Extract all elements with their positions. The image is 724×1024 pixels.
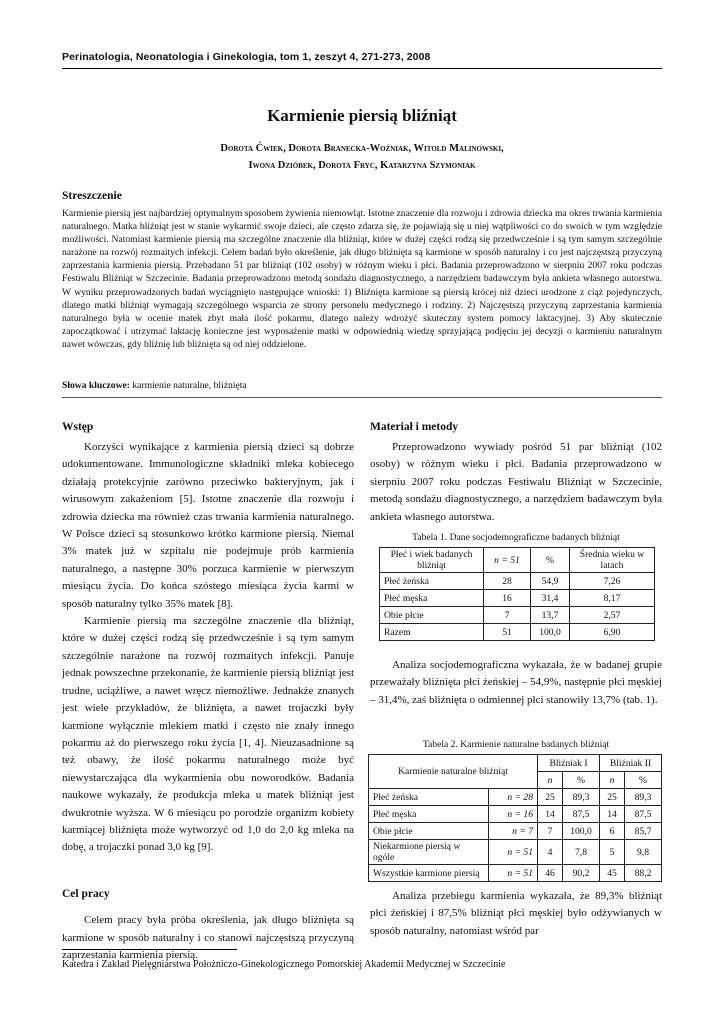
- authors-line-2: Iwona Dzióbek, Dorota Fryc, Katarzyna Szymoniak: [248, 160, 476, 171]
- header-rule: [62, 68, 662, 69]
- abstract-text: Karmienie piersią jest najbardziej optymalnym sposobem żywienia niemowląt. Istotne znaczenie dla rozwoju i zdrowia dziecka ma okres trwania karmienia naturalnego. Matka bliźniąt jest w stanie wykarmić swoje dzieci, ale często zdarza się, że pojawiają się u niej wątpliwości co do swoich w tym względzie możliwości. Natomiast karmienie piersią ma szczególne znaczenie dla bliźniąt, które w dużej części rodzą się przedwcześnie i są tym samym szczególnie narażone na rozwój rozmaitych infekcji. Celem badań było określenie, jak długo bliźnięta są karmione w sposób naturalny i co jest najczęstszą przyczyną zaprzestania karmienia piersią. Przebadano 51 par bliźniąt (102 osoby) w różnym wieku i płci. Badania przeprowadzono w sierpniu 2007 roku podczas Festiwalu Bliźniąt w Szczecinie. Badania przeprowadzono metodą sondażu diagnostycznego, a narzędziem badawczym była ankieta własnego autorstwa. W wyniku przeprowadzonych badań wyciągnięto następujące wnioski: 1) Bliźnięta karmione są piersią krócej niż dzieci urodzone z ciąż pojedynczych, dlatego matki bliźniąt wymagają szczególnego wsparcia ze strony personelu medycznego i rodziny. 2) Najczęstszą przyczyną zaprzestania karmienia naturalnego była w ocenie matek zbyt mała ilość pokarmu, dlatego należy wdrożyć skuteczny system pomocy laktacyjnej. 3) Aby skutecznie zapoczątkować i utrzymać laktację konieczne jest wyposażenie matki w odpowiednią wiedzę sprzyjającą podjęciu jej decyzji o karmieniu naturalnym nawet wówczas, gdy bliźnię lub bliźnięta są od niej oddzielone.: [62, 208, 662, 350]
- table1-header-cell: %: [531, 548, 570, 573]
- aim-paragraph: Celem pracy była próba określenia, jak długo bliźnięta są karmione w sposób naturalny i co stanowi najczęstszą przyczyną zaprzestania karmienia piersią.: [62, 914, 354, 962]
- table-row: Płeć żeńska n = 28 25 89,3 25 89,3: [369, 789, 662, 806]
- table1-header-cell: n = 51: [484, 548, 531, 573]
- keywords-value: karmienie naturalne, bliźnięta: [132, 380, 247, 391]
- aim-section: [62, 886, 354, 965]
- table2-header-group-1: Bliźniak I: [538, 755, 600, 772]
- table-row: Razem 51 100,0 6,90: [380, 624, 655, 641]
- intro-section: [62, 439, 354, 857]
- intro-heading: Wstęp: [62, 421, 94, 433]
- author-list: [0, 140, 724, 174]
- table2-header-main: Karmienie naturalne bliźniąt: [369, 755, 538, 789]
- abstract-heading: Streszczenie: [62, 190, 122, 202]
- table-row: Płeć żeńska 28 54,9 7,26: [380, 573, 655, 590]
- intro-paragraph-2: Karmienie piersią ma szczególne znaczenie dla bliźniąt, które w dużej części rodzą się przedwcześnie i są tym samym szczególnie narażone na rozwój rozmaitych infekcji. Panuje jednak powszechne przekonanie, że karmienie piersią bliźniąt jest trudne, uciążliwe, a nawet wręcz niemożliwe. Jednakże znanych jest wiele przykładów, że bliźnięta, a nawet trojaczki były karmione wyłącznie mlekiem matki i często nie znały innego pokarmu aż do pierwszego roku życia [1, 4]. Nieuzasadnione są też obawy, że ilość pokarmu naturalnego może być niewystarczająca dla wykarmienia obu noworodków. Badania naukowe wykazały, że produkcja mleka u matek bliźniąt jest dwukrotnie wyższa. W 6 miesiącu po porodzie organizm kobiety karmiącej bliźnięta może wytworzyć od 1,0 do 2,0 kg mleka na dobę, a trojaczki ponad 3,0 kg [9].: [62, 615, 354, 854]
- keywords: [62, 380, 662, 391]
- methods-paragraph-1-wrap: [370, 439, 662, 526]
- table-row: Obie płcie 7 13,7 2,57: [380, 607, 655, 624]
- table1-header-cell: Średnia wieku w latach: [570, 548, 655, 573]
- aim-heading: Cel pracy: [62, 888, 110, 900]
- methods-heading: Materiał i metody: [370, 421, 459, 433]
- table-row: Płeć męska n = 16 14 87,5 14 87,5: [369, 806, 662, 823]
- keywords-label: Słowa kluczowe:: [62, 380, 130, 391]
- intro-paragraph-1: Korzyści wynikające z karmienia piersią dzieci są dobrze udokumentowane. Immunologiczne składniki mleka kobiecego działają protekcyjnie zarówno przeciwko bakteryjnym, jak i wirusowym zakażeniom [5]. Istotne znaczenie dla rozwoju i zdrowia dziecka ma również czas trwania karmienia naturalnego. W Polsce dzieci są stosunkowo krótko karmione piersią. Niemal 3% matek już w szpitalu nie podejmuje prób karmienia naturalnego, a następne 30% porzuca karmienie w pierwszym miesiącu życia. Do końca szóstego miesiąca życia karmi w sposób naturalny tylko 35% matek [8].: [62, 441, 354, 610]
- methods-paragraph-3: Analiza przebiegu karmienia wykazała, że 89,3% bliźniąt płci żeńskiej i 87,5% bliźniąt płci męskiej było odżywianych w sposób naturalny, natomiast wśród par: [370, 890, 662, 937]
- table-row: Wszystkie karmione piersią n = 51 46 90,2 45 88,2: [369, 865, 662, 882]
- table-row: Niekarmione piersią w ogóle n = 51 4 7,8 5 9,8: [369, 840, 662, 865]
- table1-header-cell: Płeć i wiek badanych bliźniąt: [380, 548, 484, 573]
- table1-header-row: [380, 548, 655, 573]
- methods-paragraph-2: Analiza socjodemograficzna wykazała, że w badanej grupie przeważały bliźnięta płci żeńskiej – 54,9%, następnie płci męskiej – 31,4%, zaś bliźnięta o odmiennej płci stanowiły 13,7% (tab. 1).: [370, 659, 662, 706]
- table-row: Płeć męska 16 31,4 8,17: [380, 590, 655, 607]
- authors-line-1: Dorota Ćwiek, Dorota Branecka-Woźniak, Witold Malinowski,: [220, 143, 504, 154]
- table2-header-group-2: Bliźniak II: [600, 755, 662, 772]
- article-title: Karmienie piersią bliźniąt: [267, 106, 457, 125]
- table2-caption: Tabela 2. Karmienie naturalne badanych bliźniąt: [422, 739, 610, 750]
- table2-subheader-row: n % n %: [369, 772, 662, 789]
- methods-paragraph-2-wrap: [370, 657, 662, 709]
- table-row: Obie płcie n = 7 7 100,0 6 85,7: [369, 823, 662, 840]
- methods-paragraph-3-wrap: [370, 888, 662, 940]
- footnote-rule: [62, 949, 237, 950]
- journal-header: Perinatologia, Neonatologia i Ginekologia, tom 1, zeszyt 4, 271-273, 2008: [62, 51, 431, 63]
- table1-caption: Tabela 1. Dane socjodemograficzne badanych bliźniąt: [412, 532, 620, 543]
- methods-paragraph-1: Przeprowadzono wywiady pośród 51 par bliźniąt (102 osoby) w różnym wieku i płci. Badania przeprowadzono w sierpniu 2007 roku podczas Festiwalu Bliźniąt w Szczecinie, metodą sondażu diagnostycznego, a narzędziem badawczym była ankieta własnego autorstwa.: [370, 441, 662, 523]
- table2: [368, 754, 662, 882]
- affiliation-footnote: Katedra i Zakład Pielęgniarstwa Położniczo-Ginekologicznego Pomorskiej Akademii Medycznej w Szczecinie: [62, 959, 506, 970]
- abstract-rule: [62, 397, 662, 398]
- table1: [379, 547, 655, 641]
- table2-header-row: [369, 755, 662, 772]
